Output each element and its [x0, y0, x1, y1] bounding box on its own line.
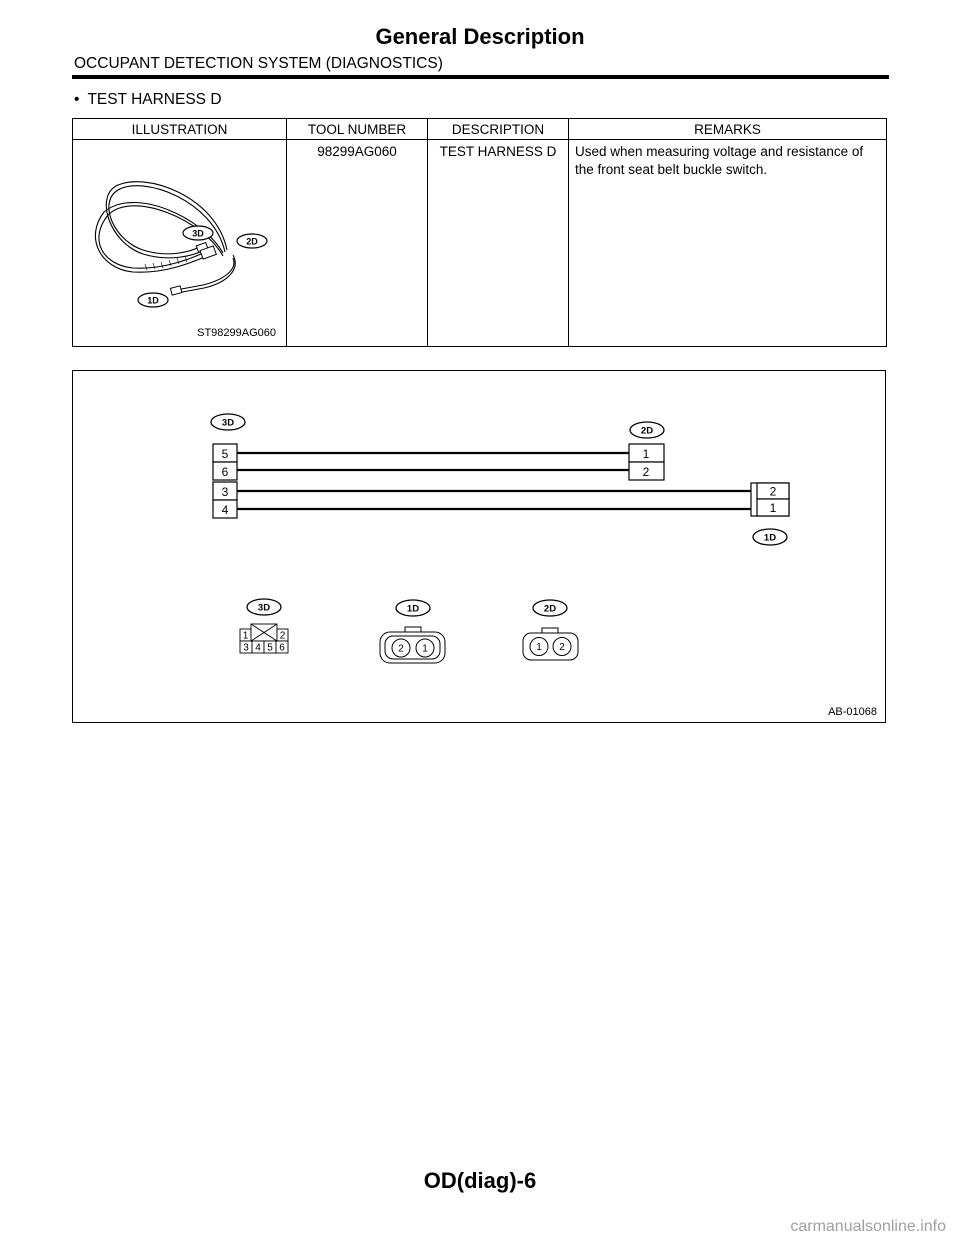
harness-illustration: [73, 140, 286, 346]
cable-wrap-mark: [161, 262, 163, 268]
tool-heading: [74, 91, 222, 109]
wiring-diagram-drawing: [73, 371, 885, 722]
pin-label: 1: [536, 642, 542, 653]
column-header-tool-number: TOOL NUMBER: [287, 119, 428, 140]
callout-2d: [630, 422, 664, 438]
harness-cable: [106, 182, 227, 258]
pin-label: 2: [559, 642, 565, 653]
callout-2d-label: 2D: [640, 425, 654, 437]
pin-label: 1: [769, 501, 777, 515]
watermark: carmanualsonline.info: [790, 1218, 946, 1235]
bullet-icon: •: [74, 91, 80, 108]
connector-1d-face: [380, 627, 445, 663]
callout-3d: [183, 226, 213, 240]
pin-label: 4: [221, 503, 229, 517]
callout-1d: [753, 529, 787, 545]
callout-3d: [247, 599, 281, 615]
section-subtitle: OCCUPANT DETECTION SYSTEM (DIAGNOSTICS): [74, 55, 443, 72]
table-header-row: [73, 119, 887, 140]
pin-label: 5: [221, 447, 229, 461]
cable-wrap-mark: [145, 264, 147, 270]
diagram-code: AB-01068: [828, 706, 877, 718]
remarks-cell: Used when measuring voltage and resistance of the front seat belt buckle switch.: [569, 140, 887, 347]
header-divider: [72, 75, 889, 79]
callout-3d: [211, 414, 245, 430]
callout-3d-label: 3D: [192, 228, 204, 239]
callout-1d-label: 1D: [763, 532, 777, 544]
pin-label: 1: [242, 630, 249, 642]
pin-label: 1: [422, 643, 428, 655]
callout-3d-label: 3D: [221, 417, 235, 429]
cable-wrap-mark: [185, 256, 187, 262]
connector-2d-face: [523, 628, 578, 660]
callout-1d-label: 1D: [406, 603, 420, 615]
pin-label: 3: [243, 642, 249, 654]
harness-cable: [109, 186, 225, 254]
description-cell: TEST HARNESS D: [428, 140, 569, 347]
pin-label: 4: [255, 642, 261, 654]
pin-label: 6: [221, 465, 229, 479]
tool-number-cell: 98299AG060: [287, 140, 428, 347]
column-header-description: DESCRIPTION: [428, 119, 569, 140]
pin-label: 6: [279, 642, 285, 654]
special-tool-table: [72, 118, 887, 347]
callout-2d: [533, 600, 567, 616]
callout-1d: [396, 600, 430, 616]
callout-1d: [138, 293, 168, 307]
harness-cable: [177, 255, 235, 293]
harness-drawing: [73, 140, 286, 346]
pin-label: 1: [642, 447, 650, 461]
harness-cable: [176, 258, 234, 290]
column-header-illustration: ILLUSTRATION: [73, 119, 287, 140]
column-header-remarks: REMARKS: [569, 119, 887, 140]
page-number: OD(diag)-6: [423, 1168, 537, 1193]
pin-label: 2: [279, 630, 286, 642]
pin-label: 3: [221, 485, 229, 499]
callout-2d-label: 2D: [543, 603, 557, 615]
wiring-diagram: [72, 370, 886, 723]
pin-label: 2: [642, 465, 650, 479]
connector-1d-body: [170, 286, 181, 295]
callout-1d-label: 1D: [147, 295, 159, 306]
pin-label: 2: [769, 484, 777, 499]
tool-heading-text: TEST HARNESS D: [87, 91, 222, 108]
pin-label: 5: [267, 642, 273, 654]
page-title: General Description: [375, 24, 585, 49]
cable-wrap-mark: [153, 263, 155, 269]
illustration-code: ST98299AG060: [197, 327, 276, 339]
callout-2d-label: 2D: [246, 236, 258, 247]
callout-2d: [237, 234, 267, 248]
harness-wires: [237, 453, 751, 509]
pin-label: 2: [398, 643, 404, 655]
callout-3d-label: 3D: [257, 602, 271, 614]
table-row: [73, 140, 887, 347]
illustration-cell: [73, 140, 287, 347]
